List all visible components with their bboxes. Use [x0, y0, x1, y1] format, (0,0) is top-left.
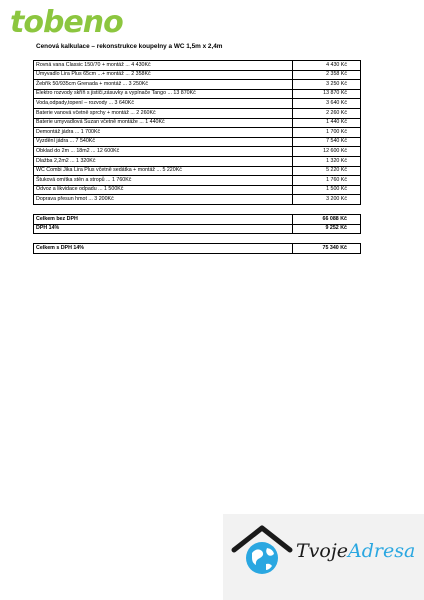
- item-description: WC Combi Jika Lira Plus včetně sedátka + montáž ... 5 220Kč: [34, 166, 293, 176]
- brand-name-accent: Adresa: [347, 540, 416, 562]
- item-price: 4 430 Kč: [293, 61, 361, 71]
- table-spacer: [34, 204, 361, 214]
- item-description: Elektro rozvody skříň s jističi,zásuvky a vypínače Tango ... 13 870Kč: [34, 89, 293, 99]
- item-price: 1 760 Kč: [293, 176, 361, 186]
- vat-value: 9 252 Kč: [293, 224, 361, 234]
- item-description: Štuková omítka stěn a stropů ... 1 760Kč: [34, 176, 293, 186]
- table-row: [34, 156, 361, 166]
- item-description: Baterie vanová včetně sprchy + montáž ... 2 260Kč: [34, 108, 293, 118]
- table-row: [34, 147, 361, 157]
- total-without-vat-label: Celkem bez DPH: [34, 214, 293, 224]
- table-row: [34, 128, 361, 138]
- table-row: [34, 195, 361, 205]
- total-with-vat-row: [34, 244, 361, 254]
- cost-table: [33, 60, 361, 254]
- item-price: 3 200 Kč: [293, 195, 361, 205]
- table-row: [34, 89, 361, 99]
- table-row: [34, 70, 361, 80]
- item-description: Demontáž jádra ... 1 700Kč: [34, 128, 293, 138]
- spacer-cell: [34, 204, 361, 214]
- table-spacer: [34, 234, 361, 244]
- table-row: [34, 108, 361, 118]
- item-price: 2 260 Kč: [293, 108, 361, 118]
- item-price: 1 320 Kč: [293, 156, 361, 166]
- item-description: Rovná vana Classic 150/70 + montáž ... 4 430Kč: [34, 61, 293, 71]
- table-row: [34, 166, 361, 176]
- item-description: Vyzdění jádra ... 7 540Kč: [34, 137, 293, 147]
- brand-name-main: Tvoje: [296, 540, 348, 562]
- item-price: 12 600 Kč: [293, 147, 361, 157]
- item-price: 13 870 Kč: [293, 89, 361, 99]
- total-without-vat-row: [34, 214, 361, 224]
- totals-section: [34, 204, 361, 253]
- total-with-vat-label: Celkem s DPH 14%: [34, 244, 293, 254]
- document-title: Cenová kalkulace – rekonstrukce koupelny a WC 1,5m x 2,4m: [36, 43, 223, 50]
- cost-table-body: [34, 61, 361, 205]
- item-description: Umyvadlo Lira Plus 65cm ...+ montáž ... 2 358Kč: [34, 70, 293, 80]
- table-row: [34, 137, 361, 147]
- table-row: [34, 61, 361, 71]
- brand-name: [296, 540, 415, 562]
- item-price: 1 500 Kč: [293, 185, 361, 195]
- item-price: 1 700 Kč: [293, 128, 361, 138]
- table-row: [34, 80, 361, 90]
- table-row: [34, 176, 361, 186]
- item-description: Voda,odpady,topení – rozvody ... 3 640Kč: [34, 99, 293, 109]
- item-price: 7 540 Kč: [293, 137, 361, 147]
- item-price: 3 250 Kč: [293, 80, 361, 90]
- item-price: 5 220 Kč: [293, 166, 361, 176]
- item-description: Žebřík 50/935cm Grenada + montáž ... 3 250Kč: [34, 80, 293, 90]
- total-without-vat-value: 66 088 Kč: [293, 214, 361, 224]
- total-with-vat-value: 75 340 Kč: [293, 244, 361, 254]
- item-price: 2 358 Kč: [293, 70, 361, 80]
- table-row: [34, 99, 361, 109]
- item-price: 1 440 Kč: [293, 118, 361, 128]
- item-price: 3 640 Kč: [293, 99, 361, 109]
- spacer-cell: [34, 234, 361, 244]
- company-logo: tobeno: [10, 5, 123, 40]
- house-globe-icon: [230, 520, 294, 584]
- vat-label: DPH 14%: [34, 224, 293, 234]
- table-row: [34, 185, 361, 195]
- item-description: Doprava přesun hmot ... 3 200Kč: [34, 195, 293, 205]
- vat-row: [34, 224, 361, 234]
- item-description: Baterie umyvadlová Suzan včetně montáže ... 1 440Kč: [34, 118, 293, 128]
- table-row: [34, 118, 361, 128]
- item-description: Dlažba 2,2m2 ... 1 320Kč: [34, 156, 293, 166]
- item-description: Obklad do 2m ... 18m2 ... 12 600Kč: [34, 147, 293, 157]
- item-description: Odvoz a likvidace odpadu ... 1 500Kč: [34, 185, 293, 195]
